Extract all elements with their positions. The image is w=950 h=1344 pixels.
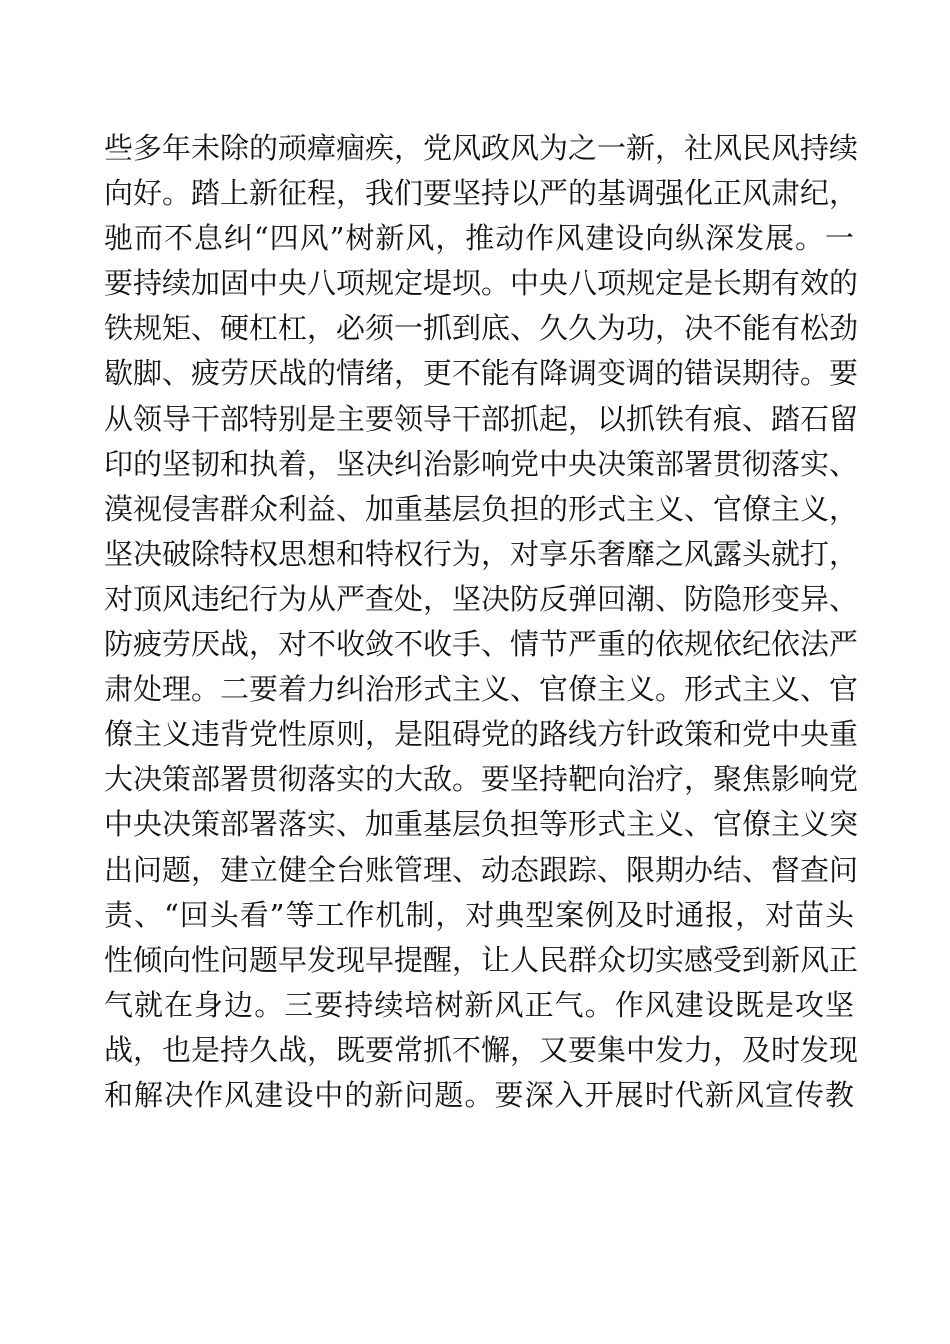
text-line: 肃处理。二要着力纠治形式主义、官僚主义。形式主义、官 (104, 672, 859, 707)
text-line: 僚主义违背党性原则，是阻碍党的路线方针政策和党中央重 (104, 717, 859, 752)
text-line: 出问题，建立健全台账管理、动态跟踪、限期办结、督查问 (104, 852, 859, 887)
text-line: 要持续加固中央八项规定堤坝。中央八项规定是长期有效的 (104, 266, 859, 301)
text-line: 漠视侵害群众利益、加重基层负担的形式主义、官僚主义， (104, 491, 859, 526)
text-line: 和解决作风建设中的新问题。要深入开展时代新风宣传教 (104, 1077, 854, 1112)
text-line: 从领导干部特别是主要领导干部抓起，以抓铁有痕、踏石留 (104, 401, 859, 436)
text-line: 性倾向性问题早发现早提醒，让人民群众切实感受到新风正 (104, 942, 859, 977)
text-line: 印的坚韧和执着，坚决纠治影响党中央决策部署贯彻落实、 (104, 446, 859, 481)
text-line: 坚决破除特权思想和特权行为，对享乐奢靡之风露头就打， (104, 536, 859, 571)
text-line: 歇脚、疲劳厌战的情绪，更不能有降调变调的错误期待。要 (104, 356, 859, 391)
text-line: 中央决策部署落实、加重基层负担等形式主义、官僚主义突 (104, 807, 859, 842)
text-line: 责、“回头看”等工作机制，对典型案例及时通报，对苗头 (104, 897, 854, 932)
text-line: 向好。踏上新征程，我们要坚持以严的基调强化正风肃纪， (104, 176, 859, 211)
text-line: 驰而不息纠“四风”树新风，推动作风建设向纵深发展。一 (104, 221, 854, 256)
text-line: 大决策部署贯彻落实的大敌。要坚持靶向治疗，聚焦影响党 (104, 762, 859, 797)
text-line: 铁规矩、硬杠杠，必须一抓到底、久久为功，决不能有松劲 (104, 311, 859, 346)
body-text (104, 126, 859, 1118)
text-line: 气就在身边。三要持续培树新风正气。作风建设既是攻坚 (104, 987, 854, 1022)
text-line: 战，也是持久战，既要常抓不懈，又要集中发力，及时发现 (104, 1032, 859, 1067)
text-line: 防疲劳厌战，对不收敛不收手、情节严重的依规依纪依法严 (104, 627, 859, 662)
text-line: 对顶风违纪行为从严查处，坚决防反弹回潮、防隐形变异、 (104, 581, 859, 616)
text-line: 些多年未除的顽瘴痼疾，党风政风为之一新，社风民风持续 (104, 131, 859, 165)
